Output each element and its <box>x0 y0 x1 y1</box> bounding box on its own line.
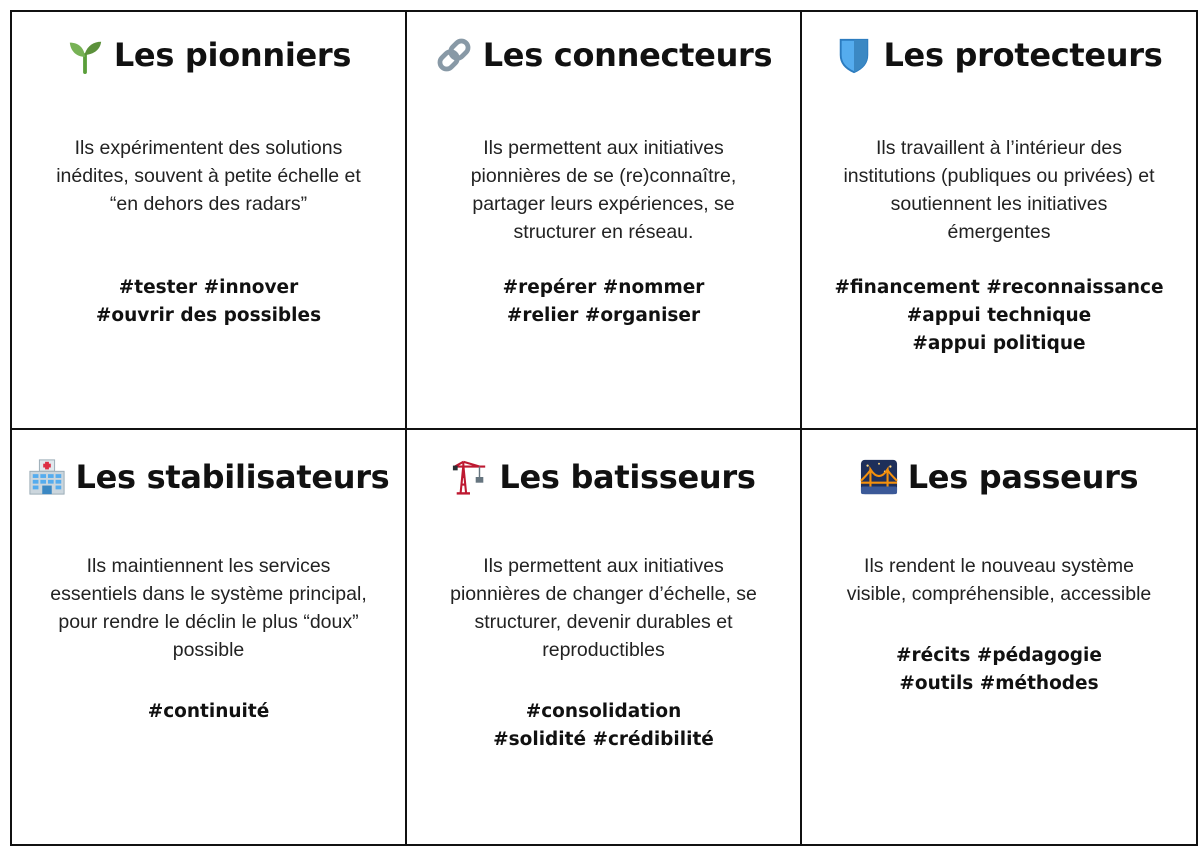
card-title-row <box>802 452 1196 502</box>
shield-icon <box>835 35 873 75</box>
card-title-row <box>12 30 405 80</box>
card-tags: #financement #reconnaissance #appui technique #appui politique <box>834 277 1164 354</box>
card-title: Les protecteurs <box>883 36 1163 74</box>
card-tags: #récits #pédagogie #outils #méthodes <box>896 645 1102 694</box>
card-title: Les stabilisateurs <box>75 458 390 496</box>
card-description: Ils travaillent à l’intérieur des institutions (publiques ou privées) et soutiennent les initiatives émergentes <box>843 137 1155 243</box>
card-passeurs <box>802 430 1196 844</box>
card-description: Ils permettent aux initiatives pionnières de se (re)connaître, partager leurs expériences, se structurer en réseau. <box>470 137 737 243</box>
card-title-row <box>407 452 800 502</box>
hospital-icon <box>28 457 66 497</box>
roles-grid <box>10 10 1198 846</box>
card-tags: #tester #innover #ouvrir des possibles <box>95 277 322 326</box>
construction-crane-icon <box>451 457 489 497</box>
seedling-icon <box>66 35 104 75</box>
card-pionniers <box>12 12 407 430</box>
card-title-row <box>802 30 1196 80</box>
card-tags: #continuité <box>147 701 270 722</box>
card-description: Ils maintiennent les services essentiels dans le système principal, pour rendre le déclin le plus “doux” possible <box>50 555 367 661</box>
card-title-row <box>407 30 800 80</box>
card-title: Les pionniers <box>113 36 352 74</box>
card-batisseurs <box>407 430 802 844</box>
card-title: Les passeurs <box>907 458 1139 496</box>
bridge-at-night-icon <box>860 457 898 497</box>
card-connecteurs <box>407 12 802 430</box>
card-title-row <box>12 452 405 502</box>
card-tags: #consolidation #solidité #crédibilité <box>493 701 714 750</box>
card-title: Les batisseurs <box>499 458 756 496</box>
card-title: Les connecteurs <box>482 36 773 74</box>
card-tags: #repérer #nommer #relier #organiser <box>502 277 705 326</box>
card-description: Ils expérimentent des solutions inédites, souvent à petite échelle et “en dehors des radars” <box>56 137 361 215</box>
card-protecteurs <box>802 12 1196 430</box>
card-stabilisateurs <box>12 430 407 844</box>
link-icon <box>435 35 473 75</box>
card-description: Ils permettent aux initiatives pionnières de changer d’échelle, se structurer, devenir durables et reproductibles <box>450 555 757 661</box>
card-description: Ils rendent le nouveau système visible, compréhensible, accessible <box>846 555 1152 605</box>
